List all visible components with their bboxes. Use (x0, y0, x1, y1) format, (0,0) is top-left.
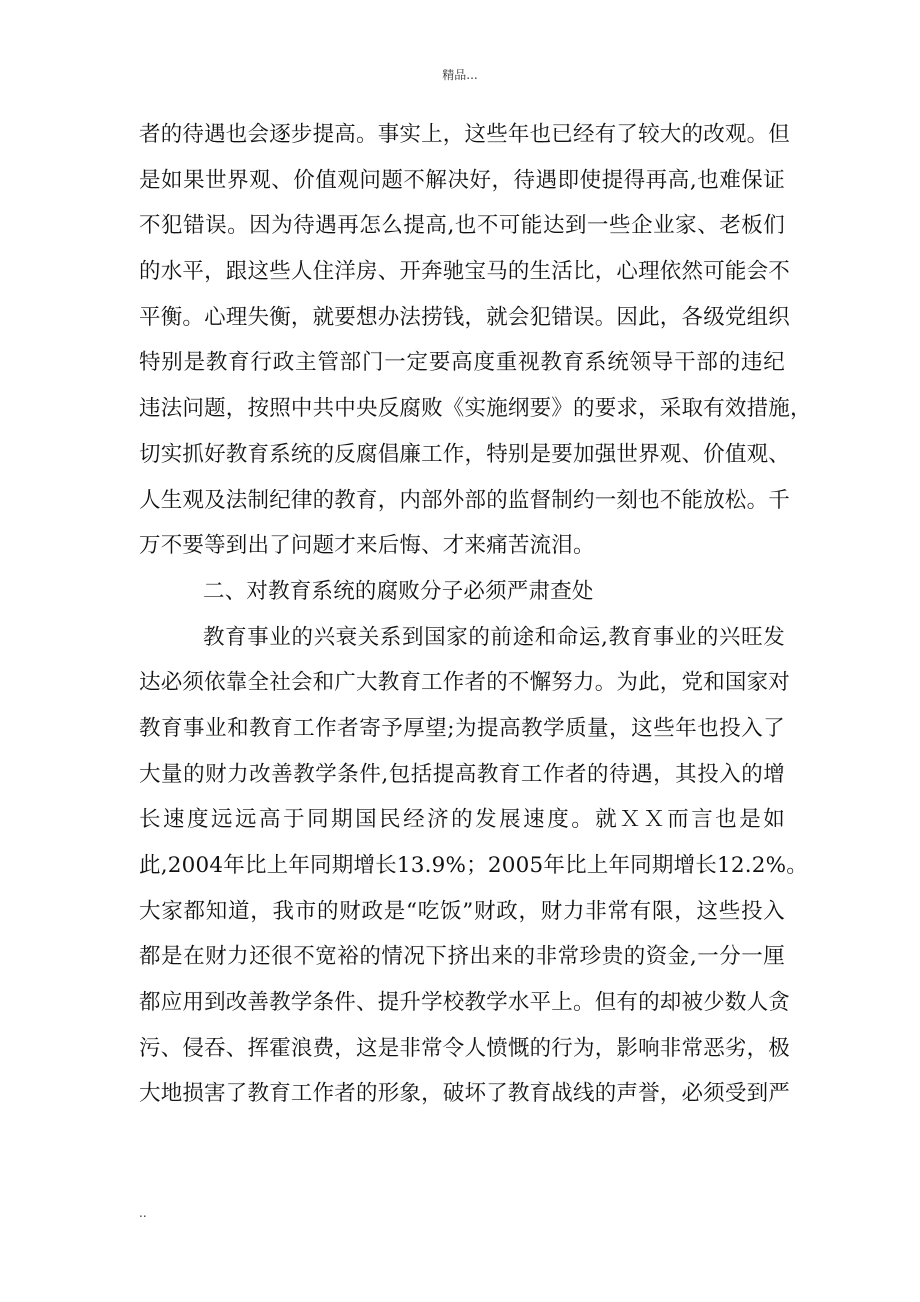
text-line: 人生观及法制纪律的教育，内部外部的监督制约一刻也不能放松。千 (139, 487, 791, 513)
text-line: 切实抓好教育系统的反腐倡廉工作，特别是要加强世界观、价值观、 (139, 441, 791, 467)
text-line: 教育事业的兴衰关系到国家的前途和命运,教育事业的兴旺发 (203, 624, 785, 650)
text-line: 都是在财力还很不宽裕的情况下挤出来的非常珍贵的资金,一分一厘 (139, 944, 785, 970)
text-line: 都应用到改善教学条件、提升学校教学水平上。但有的却被少数人贪 (139, 990, 791, 1016)
text-line: 污、侵吞、挥霍浪费，这是非常令人愤慨的行为，影响非常恶劣，极 (139, 1035, 791, 1061)
text-line: 大量的财力改善教学条件,包括提高教育工作者的待遇，其投入的增 (139, 761, 785, 787)
text-line: 长速度远远高于同期国民经济的发展速度。就ＸＸ而言也是如 (139, 807, 785, 833)
text-line: 万不要等到出了问题才来后悔、才来痛苦流泪。 (139, 533, 595, 559)
page-footer-mark: .. (139, 1206, 147, 1220)
text-line: 不犯错误。因为待遇再怎么提高,也不可能达到一些企业家、老板们 (139, 213, 785, 239)
text-line: 教育事业和教育工作者寄予厚望;为提高教学质量，这些年也投入了 (139, 715, 785, 741)
text-line: 大地损害了教育工作者的形象，破坏了教育战线的声誉，必须受到严 (139, 1081, 791, 1107)
text-line: 达必须依靠全社会和广大教育工作者的不懈努力。为此，党和国家对 (139, 670, 791, 696)
text-line: 是如果世界观、价值观问题不解决好，待遇即使提得再高,也难保证 (139, 167, 785, 193)
page-header: 精品... (442, 68, 478, 82)
text-line: 的水平，跟这些人住洋房、开奔驰宝马的生活比，心理依然可能会不 (139, 259, 791, 285)
text-line: 平衡。心理失衡，就要想办法捞钱，就会犯错误。因此，各级党组织 (139, 304, 791, 330)
text-line: 大家都知道，我市的财政是“吃饭”财政，财力非常有限，这些投入 (139, 898, 785, 924)
text-line: 者的待遇也会逐步提高。事实上，这些年也已经有了较大的改观。但 (139, 122, 791, 147)
text-line: 违法问题，按照中共中央反腐败《实施纲要》的要求，采取有效措施， (139, 396, 812, 422)
text-line: 此,2004年比上年同期增长13.9%；2005年比上年同期增长12.2%。 (139, 853, 808, 878)
text-line: 特别是教育行政主管部门一定要高度重视教育系统领导干部的违纪 (139, 350, 785, 376)
body-text (139, 112, 812, 1117)
section-heading: 二、对教育系统的腐败分子必须严肃查处 (203, 578, 594, 604)
